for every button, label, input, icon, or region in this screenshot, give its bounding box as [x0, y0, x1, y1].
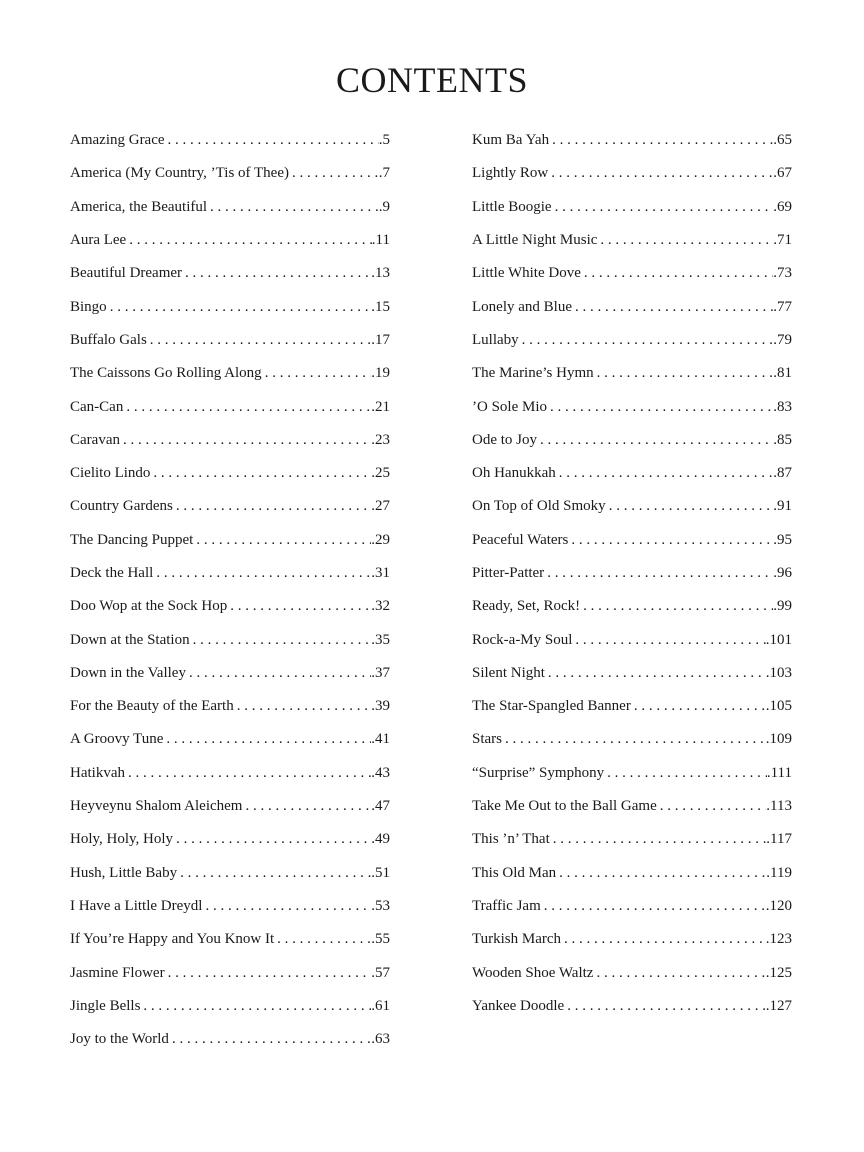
toc-entry [70, 224, 390, 257]
toc-entry [472, 990, 792, 1023]
toc-entry-title: The Dancing Puppet [70, 531, 194, 548]
dot-leader [607, 765, 767, 782]
toc-entry-title: Turkish March [472, 931, 562, 948]
toc-entry [70, 424, 390, 457]
toc-entry-page: .105 [765, 698, 792, 715]
toc-entry-title: “Surprise” Symphony [472, 764, 605, 781]
dot-leader [555, 199, 774, 216]
toc-entry-page: .79 [773, 331, 792, 348]
toc-entry-title: Holy, Holy, Holy [70, 831, 174, 848]
toc-entry-page: .9 [378, 198, 390, 215]
toc-entry-page: .37 [371, 664, 390, 681]
dot-leader [153, 465, 371, 482]
toc-entry-title: I Have a Little Dreydl [70, 897, 203, 914]
toc-entry [70, 956, 390, 989]
toc-entry [472, 257, 792, 290]
dot-leader [584, 265, 773, 282]
toc-entry-title: Down at the Station [70, 631, 190, 648]
toc-entry-page: .71 [773, 232, 792, 249]
toc-entry-page: .53 [371, 897, 390, 914]
toc-entry [70, 157, 390, 190]
toc-entry-page: .19 [371, 365, 390, 382]
toc-entry-page: .5 [378, 132, 390, 149]
toc-entry [70, 557, 390, 590]
toc-entry [472, 457, 792, 490]
toc-entry [472, 390, 792, 423]
toc-entry-title: Little White Dove [472, 265, 581, 282]
dot-leader [505, 731, 766, 748]
contents-column-right [472, 124, 792, 1023]
toc-entry-page: .39 [371, 698, 390, 715]
toc-entry-title: Traffic Jam [472, 897, 541, 914]
toc-entry-title: Hush, Little Baby [70, 864, 178, 881]
toc-entry-page: .51 [371, 864, 390, 881]
dot-leader [230, 598, 371, 615]
toc-entry-title: The Caissons Go Rolling Along [70, 365, 262, 382]
toc-entry [70, 257, 390, 290]
dot-leader [185, 265, 371, 282]
toc-entry-page: .25 [371, 465, 390, 482]
toc-entry-page: .81 [773, 365, 792, 382]
toc-entry-title: Beautiful Dreamer [70, 265, 183, 282]
toc-entry-title: Doo Wop at the Sock Hop [70, 598, 228, 615]
toc-entry [70, 690, 390, 723]
toc-entry [472, 857, 792, 890]
toc-entry-page: .7 [378, 165, 390, 182]
toc-entry-page: .61 [371, 997, 390, 1014]
toc-entry-title: Lonely and Blue [472, 298, 572, 315]
dot-leader [176, 831, 371, 848]
dot-leader [156, 565, 371, 582]
toc-entry-page: .11 [371, 232, 390, 249]
toc-entry-title: Bingo [70, 298, 107, 315]
dot-leader [143, 998, 371, 1015]
toc-entry-page: .65 [773, 132, 792, 149]
toc-entry-title: Ode to Joy [472, 431, 537, 448]
dot-leader [172, 1031, 371, 1048]
toc-entry-page: .83 [773, 398, 792, 415]
toc-entry-title: Silent Night [472, 664, 545, 681]
toc-entry [472, 890, 792, 923]
toc-entry-title: Down in the Valley [70, 664, 186, 681]
dot-leader [237, 698, 372, 715]
toc-entry-title: On Top of Old Smoky [472, 498, 606, 515]
dot-leader [126, 399, 371, 416]
toc-entry [472, 324, 792, 357]
toc-entry [70, 590, 390, 623]
dot-leader [110, 299, 372, 316]
dot-leader [168, 132, 379, 149]
dot-leader [571, 532, 773, 549]
toc-entry-title: A Little Night Music [472, 232, 598, 249]
toc-entry-page: .29 [371, 531, 390, 548]
toc-entry-title: Caravan [70, 431, 120, 448]
toc-entry-title: America (My Country, ’Tis of Thee) [70, 165, 289, 182]
dot-leader [600, 232, 773, 249]
toc-entry [472, 657, 792, 690]
toc-entry-page: .55 [371, 931, 390, 948]
toc-entry [70, 823, 390, 856]
toc-entry [472, 424, 792, 457]
dot-leader [166, 731, 371, 748]
toc-entry-title: Kum Ba Yah [472, 132, 550, 149]
toc-entry [70, 857, 390, 890]
contents-column-left [70, 124, 390, 1056]
toc-entry-page: .17 [371, 331, 390, 348]
toc-entry-page: .49 [371, 831, 390, 848]
toc-entry [472, 757, 792, 790]
toc-entry-page: .15 [371, 298, 390, 315]
toc-entry-title: Ready, Set, Rock! [472, 598, 581, 615]
dot-leader [544, 898, 766, 915]
dot-leader [559, 465, 774, 482]
toc-entry-page: .43 [371, 764, 390, 781]
dot-leader [547, 565, 773, 582]
dot-leader [292, 165, 379, 182]
dot-leader [550, 399, 773, 416]
toc-entry-page: .32 [371, 598, 390, 615]
dot-leader [553, 831, 767, 848]
dot-leader [540, 432, 773, 449]
dot-leader [245, 798, 371, 815]
toc-entry-title: This ’n’ That [472, 831, 550, 848]
toc-entry-title: Rock-a-My Soul [472, 631, 573, 648]
toc-entry-page: .117 [766, 831, 792, 848]
toc-entry-page: .35 [371, 631, 390, 648]
dot-leader [205, 898, 371, 915]
toc-entry [70, 457, 390, 490]
toc-entry-page: .23 [371, 431, 390, 448]
dot-leader [634, 698, 766, 715]
toc-entry [70, 623, 390, 656]
toc-entry [70, 923, 390, 956]
dot-leader [176, 498, 371, 515]
toc-entry-page: .91 [773, 498, 792, 515]
toc-entry-title: Take Me Out to the Ball Game [472, 798, 657, 815]
dot-leader [564, 931, 766, 948]
toc-entry-page: .103 [765, 664, 792, 681]
toc-entry [70, 890, 390, 923]
toc-entry [472, 490, 792, 523]
toc-entry [70, 357, 390, 390]
dot-leader [583, 598, 773, 615]
dot-leader [150, 332, 371, 349]
toc-entry-title: A Groovy Tune [70, 731, 164, 748]
toc-entry-title: Amazing Grace [70, 132, 165, 149]
dot-leader [548, 665, 766, 682]
dot-leader [210, 199, 379, 216]
toc-entry-page: .47 [371, 798, 390, 815]
dot-leader [123, 432, 371, 449]
dot-leader [265, 365, 372, 382]
toc-entry-page: .111 [766, 764, 792, 781]
toc-entry-page: .21 [371, 398, 390, 415]
toc-entry [472, 191, 792, 224]
toc-entry [472, 157, 792, 190]
toc-entry-title: Deck the Hall [70, 565, 154, 581]
dot-leader [277, 931, 371, 948]
toc-entry-page: .119 [766, 864, 792, 881]
toc-entry-title: Lightly Row [472, 165, 549, 182]
dot-leader [597, 365, 774, 382]
toc-entry-title: The Marine’s Hymn [472, 365, 594, 382]
toc-entry-title: Hatikvah [70, 764, 125, 781]
dot-leader [180, 865, 371, 882]
dot-leader [196, 532, 371, 549]
toc-entry-title: For the Beauty of the Earth [70, 698, 234, 715]
toc-entry-title: If You’re Happy and You Know It [70, 931, 275, 948]
toc-entry-title: Country Gardens [70, 498, 173, 515]
dot-leader [129, 232, 372, 249]
toc-entry [70, 524, 390, 557]
dot-leader [128, 765, 371, 782]
toc-entry [472, 224, 792, 257]
toc-entry [472, 557, 792, 590]
dot-leader [660, 798, 767, 815]
toc-entry-title: Oh Hanukkah [472, 465, 556, 482]
toc-entry-page: .125 [765, 964, 792, 981]
toc-entry-title: Wooden Shoe Waltz [472, 964, 594, 981]
toc-entry [472, 290, 792, 323]
dot-leader [193, 632, 372, 649]
toc-entry [472, 956, 792, 989]
toc-entry [472, 790, 792, 823]
toc-entry-page: .41 [371, 731, 390, 748]
toc-entry-title: Joy to the World [70, 1031, 169, 1048]
dot-leader [189, 665, 371, 682]
toc-entry [472, 690, 792, 723]
toc-entry-page: .95 [773, 531, 792, 548]
toc-entry-page: .123 [765, 931, 792, 948]
toc-entry [70, 390, 390, 423]
toc-entry [70, 990, 390, 1023]
toc-entry-page: .57 [371, 964, 390, 981]
dot-leader [575, 632, 765, 649]
toc-entry-title: Can-Can [70, 398, 124, 415]
toc-entry [472, 590, 792, 623]
toc-entry-page: .120 [765, 897, 792, 914]
dot-leader [596, 965, 765, 982]
toc-entry-page: .69 [773, 198, 792, 215]
toc-entry-title: Buffalo Gals [70, 331, 147, 348]
toc-entry [70, 290, 390, 323]
dot-leader [559, 865, 766, 882]
toc-entry [70, 757, 390, 790]
toc-entry [472, 823, 792, 856]
toc-entry-title: The Star-Spangled Banner [472, 698, 631, 715]
toc-entry-page: .31 [371, 565, 390, 581]
toc-entry-page: .127 [765, 997, 792, 1014]
toc-entry [70, 324, 390, 357]
toc-entry-page: .96 [773, 565, 792, 581]
toc-entry [70, 657, 390, 690]
toc-entry-page: .77 [773, 298, 792, 315]
toc-entry-title: ’O Sole Mio [472, 398, 547, 415]
toc-entry [472, 124, 792, 157]
toc-entry [472, 923, 792, 956]
dot-leader [575, 299, 773, 316]
toc-entry-title: Heyveynu Shalom Aleichem [70, 798, 243, 815]
toc-entry [472, 357, 792, 390]
toc-entry [70, 490, 390, 523]
toc-entry [472, 623, 792, 656]
dot-leader [609, 498, 774, 515]
page-title: CONTENTS [336, 60, 528, 100]
toc-entry-page: .73 [773, 265, 792, 282]
toc-entry-page: .113 [766, 798, 792, 815]
toc-entry-page: .85 [773, 431, 792, 448]
toc-entry-title: This Old Man [472, 864, 557, 881]
toc-entry-page: .63 [371, 1031, 390, 1048]
toc-entry-title: Stars [472, 731, 502, 748]
dot-leader [168, 965, 372, 982]
dot-leader [567, 998, 766, 1015]
toc-entry [70, 723, 390, 756]
toc-entry [70, 191, 390, 224]
toc-entry [70, 790, 390, 823]
toc-entry [70, 1023, 390, 1056]
toc-entry-page: .67 [773, 165, 792, 182]
toc-entry-title: Cielito Lindo [70, 465, 151, 482]
dot-leader [551, 165, 773, 182]
dot-leader [552, 132, 773, 149]
toc-entry-title: Lullaby [472, 331, 519, 348]
toc-entry-title: Yankee Doodle [472, 997, 565, 1014]
toc-entry-page: .13 [371, 265, 390, 282]
toc-entry-title: Peaceful Waters [472, 531, 569, 548]
toc-entry-page: .101 [765, 631, 792, 648]
toc-entry [70, 124, 390, 157]
toc-entry-page: .109 [765, 731, 792, 748]
toc-entry-title: America, the Beautiful [70, 198, 208, 215]
toc-entry-title: Jasmine Flower [70, 964, 165, 981]
toc-entry-title: Jingle Bells [70, 997, 141, 1014]
toc-entry-page: .27 [371, 498, 390, 515]
toc-entry-page: .87 [773, 465, 792, 482]
toc-entry [472, 524, 792, 557]
toc-entry-page: .99 [773, 598, 792, 615]
toc-entry [472, 723, 792, 756]
dot-leader [522, 332, 774, 349]
toc-entry-title: Aura Lee [70, 232, 127, 249]
toc-entry-title: Little Boogie [472, 198, 552, 215]
toc-entry-title: Pitter-Patter [472, 565, 545, 581]
